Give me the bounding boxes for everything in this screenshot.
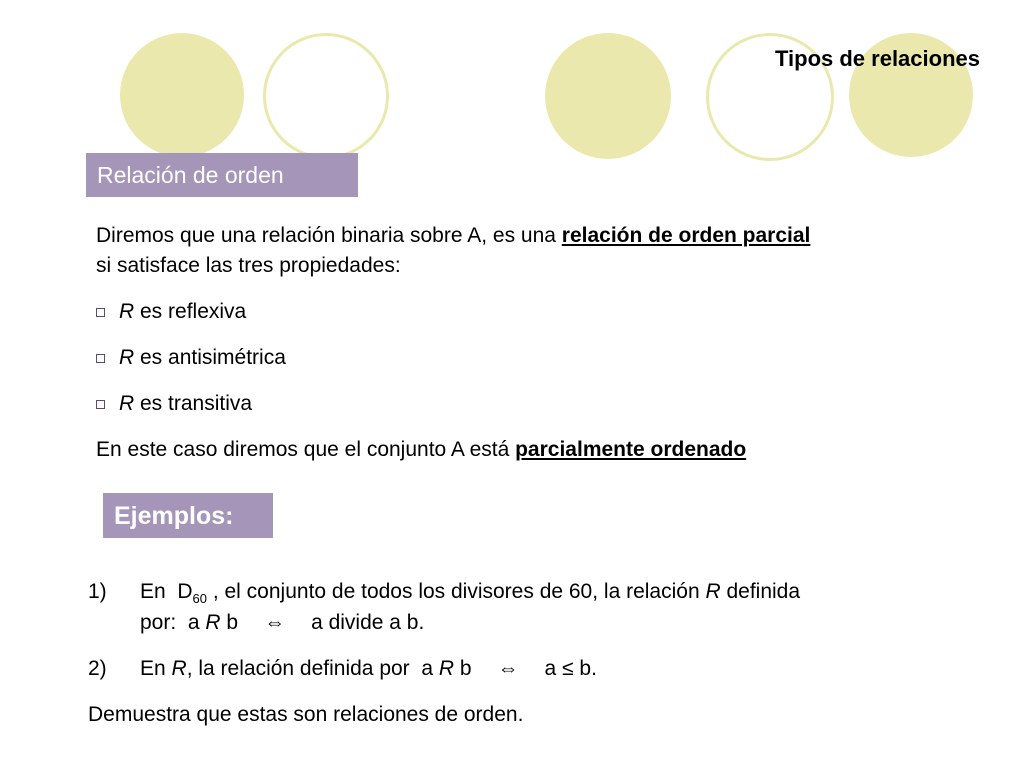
property-text: es antisimétrica [134,346,286,369]
example-text: a divide a b. [311,611,425,634]
conclusion-emphasis: parcialmente ordenado [515,438,747,461]
relation-var: R [171,657,187,680]
example-text: b [454,657,472,680]
slide-title: Tipos de relaciones [774,46,980,71]
example-text: definida [720,580,801,603]
decor-circle-filled-2 [545,33,671,159]
intro-text: Diremos que una relación binaria sobre A, es una [96,224,562,247]
property-var: R [119,392,135,415]
conclusion-paragraph [96,435,746,465]
property-item [96,343,286,373]
property-item [96,297,246,327]
decor-circle-filled-1 [120,33,244,157]
example-text: a ≤ b. [544,657,597,680]
property-text: es reflexiva [134,300,247,323]
property-var: R [119,300,135,323]
example-text: En D [140,580,193,603]
example-number: 2) [88,657,107,680]
relation-var: R [705,580,721,603]
property-text: es transitiva [134,392,253,415]
example-body [140,576,1000,638]
property-item [96,389,252,419]
iff-symbol: ⇔ [497,657,519,680]
example-text: por: a [140,611,206,634]
property-var: R [119,346,135,369]
example-text: b [220,611,239,634]
example-body [140,653,1000,684]
section-label-orden: Relación de orden [86,153,358,197]
intro-emphasis: relación de orden parcial [561,224,811,247]
example-number: 1) [88,580,107,603]
subscript: 60 [192,591,207,607]
relation-var: R [205,611,221,634]
conclusion-text: En este caso diremos que el conjunto A está [96,438,516,461]
iff-symbol: ⇔ [264,611,286,634]
example-text: , la relación definida por a [186,657,439,680]
example-text: En [140,657,172,680]
relation-var: R [438,657,455,680]
section-label-ejemplos: Ejemplos: [103,493,273,538]
example-text: , el conjunto de todos los divisores de 60, la relación [207,580,706,603]
checkbox-bullet-icon [96,308,105,317]
decor-circle-ring-1 [263,33,389,159]
closing-sentence: Demuestra que estas son relaciones de orden. [88,703,524,726]
intro-text-2: si satisface las tres propiedades: [96,254,401,277]
checkbox-bullet-icon [96,354,105,363]
checkbox-bullet-icon [96,400,105,409]
intro-paragraph [96,221,986,281]
